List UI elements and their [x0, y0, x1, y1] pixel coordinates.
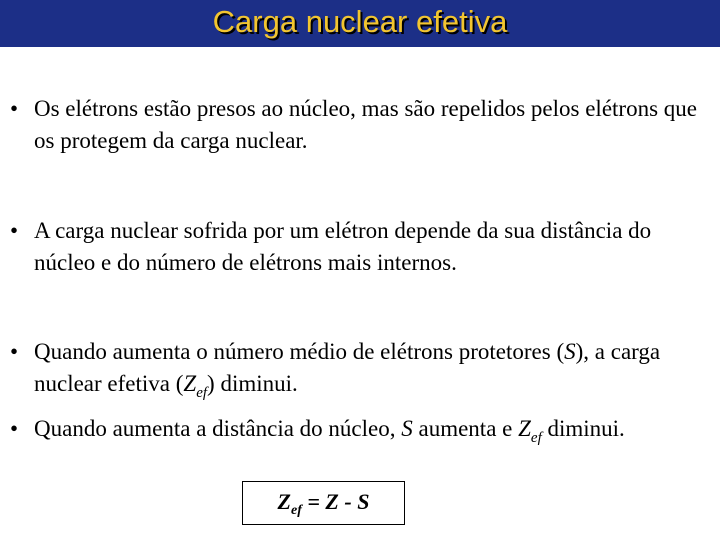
bullet-4-part3: diminui. [541, 416, 625, 441]
bullet-4-text [34, 413, 710, 448]
bullet-3 [10, 336, 710, 403]
formula-rhs: = Z - S [301, 489, 370, 514]
bullet-4-marker: • [10, 416, 19, 441]
slide-title: Carga nuclear efetiva [212, 4, 508, 39]
bullet-3-z: Z [183, 371, 197, 396]
bullet-2 [10, 215, 710, 279]
bullet-3-text [34, 336, 710, 403]
bullet-4-z-sub: ef [530, 430, 542, 446]
bullet-2-text: A carga nuclear sofrida por um elétron depende da sua distância do núcleo e do número de elétrons mais internos. [34, 218, 652, 275]
formula-z: Z [277, 489, 291, 514]
bullet-3-z-sub: ef [196, 385, 208, 401]
bullet-3-part1: Quando aumenta o número médio de elétrons protetores ( [34, 339, 565, 364]
bullet-4-z: Z [518, 416, 531, 441]
formula-z-sub: ef [291, 503, 302, 518]
bullet-4-s: S [401, 416, 413, 441]
title-bar [0, 0, 720, 47]
bullet-4-part2: aumenta e [412, 416, 519, 441]
bullet-2-marker: • [10, 218, 19, 243]
bullet-3-part2: ), a carga nuclear efetiva ( [34, 339, 661, 396]
bullet-1 [10, 93, 710, 157]
bullet-1-text: Os elétrons estão presos ao núcleo, mas são repelidos pelos elétrons que os protegem da carga nuclear. [34, 96, 697, 153]
formula-box [242, 481, 405, 525]
bullet-3-part3: ) diminui. [207, 371, 298, 396]
bullet-4-part1: Quando aumenta a distância do núcleo, [34, 416, 402, 441]
bullet-3-s: S [564, 339, 576, 364]
bullet-3-marker: • [10, 339, 19, 364]
bullet-1-marker: • [10, 96, 19, 121]
bullet-4 [10, 413, 710, 448]
